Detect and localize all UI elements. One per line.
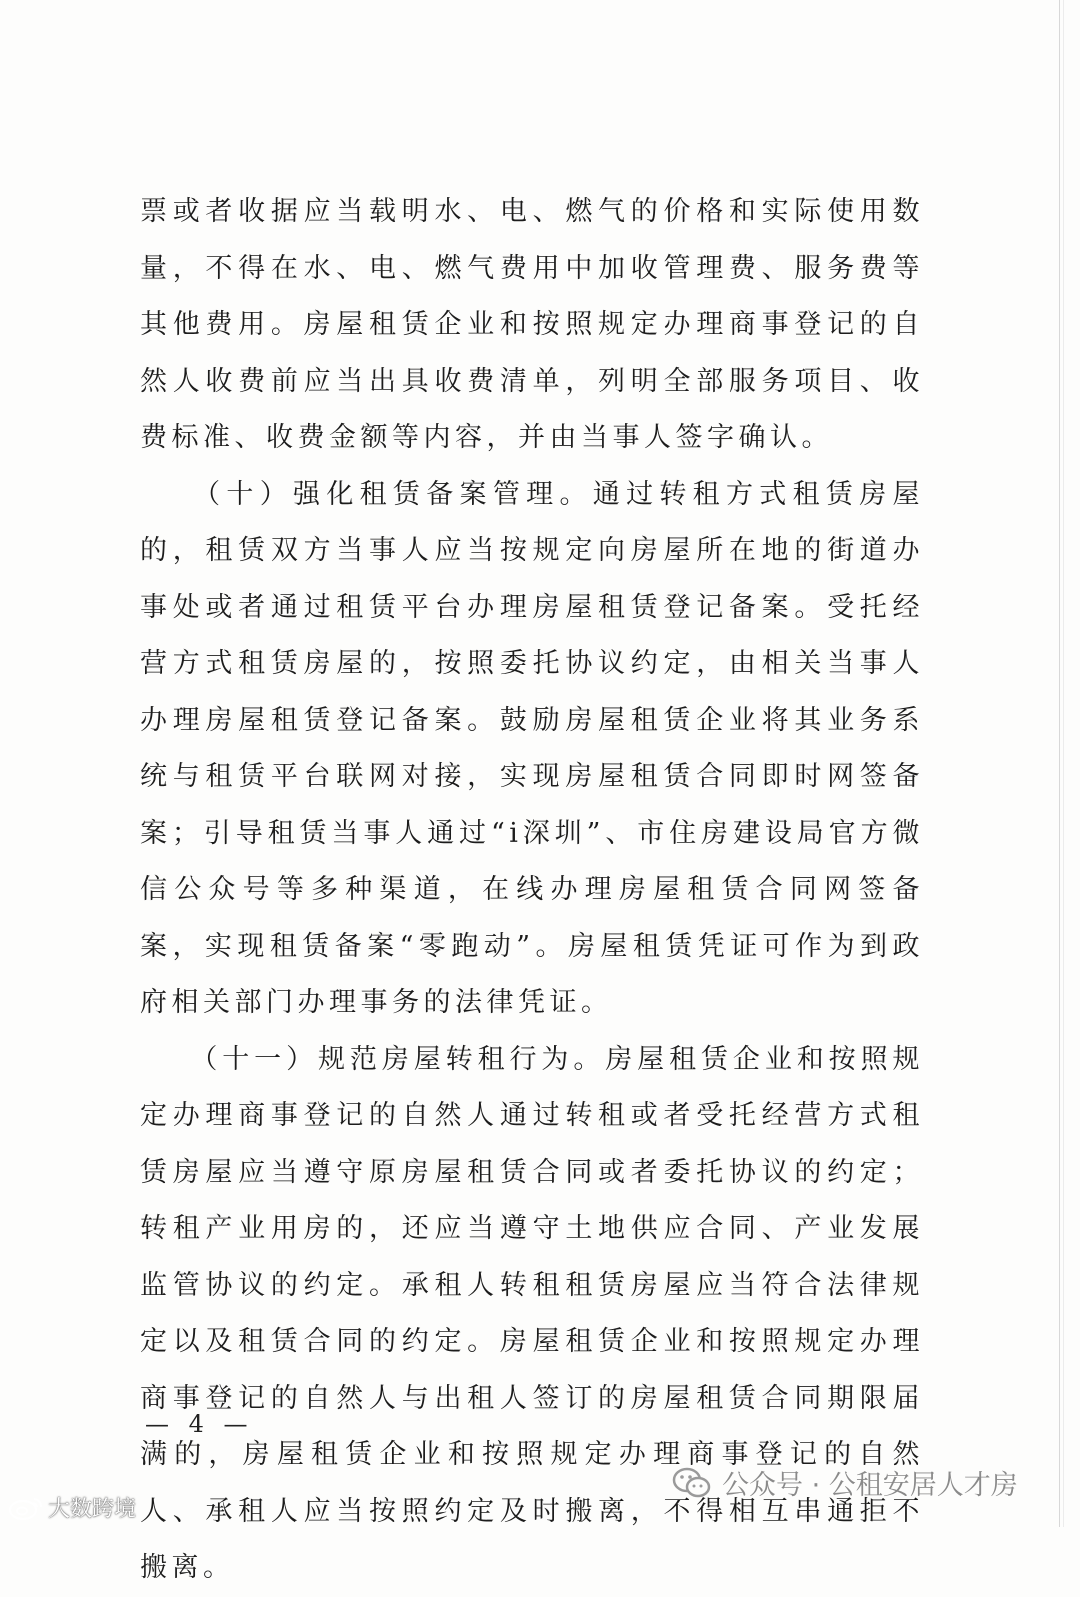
document-body <box>140 184 924 1597</box>
weibo-icon <box>8 1495 44 1521</box>
wechat-watermark <box>672 1463 1018 1502</box>
page-number: — 4 — <box>145 1410 254 1438</box>
weibo-watermark <box>8 1492 136 1523</box>
page-edge-line <box>1059 0 1060 1527</box>
paragraph-section-11: （十一）规范房屋转租行为。房屋租赁企业和按照规定办理商事登记的自然人通过转租或者受托经营方式租赁房屋应当遵守原房屋租赁合同或者委托协议的约定；转租产业用房的，还应当遵守土地供应合同、产业发展监管协议的约定。承租人转租租赁房屋应当符合法律规定以及租赁合同的约定。房屋租赁企业和按照规定办理商事登记的自然人与出租人签订的房屋租赁合同期限届满的，房屋租赁企业和按照规定办理商事登记的自然人、承租人应当按照约定及时搬离，不得相互串通拒不搬离。 <box>140 1043 924 1583</box>
weibo-watermark-text: 大数跨境 <box>48 1497 137 1522</box>
wechat-icon <box>672 1466 712 1500</box>
page-edge-shadow <box>1063 0 1064 1527</box>
paragraph-continuation: 票或者收据应当载明水、电、燃气的价格和实际使用数量，不得在水、电、燃气费用中加收管理费、服务费等其他费用。房屋租赁企业和按照规定办理商事登记的自然人收费前应当出具收费清单，列明全部服务项目、收费标准、收费金额等内容，并由当事人签字确认。 <box>140 196 924 453</box>
paragraph-section-10: （十）强化租赁备案管理。通过转租方式租赁房屋的，租赁双方当事人应当按规定向房屋所在地的街道办事处或者通过租赁平台办理房屋租赁登记备案。受托经营方式租赁房屋的，按照委托协议约定，由相关当事人办理房屋租赁登记备案。鼓励房屋租赁企业将其业务系统与租赁平台联网对接，实现房屋租赁合同即时网签备案；引导租赁当事人通过“i深圳”、市住房建设局官方微信公众号等多种渠道，在线办理房屋租赁合同网签备案，实现租赁备案“零跑动”。房屋租赁凭证可作为到政府相关部门办理事务的法律凭证。 <box>140 478 924 1018</box>
wechat-watermark-text: 公众号 · 公租安居人才房 <box>722 1470 1018 1501</box>
